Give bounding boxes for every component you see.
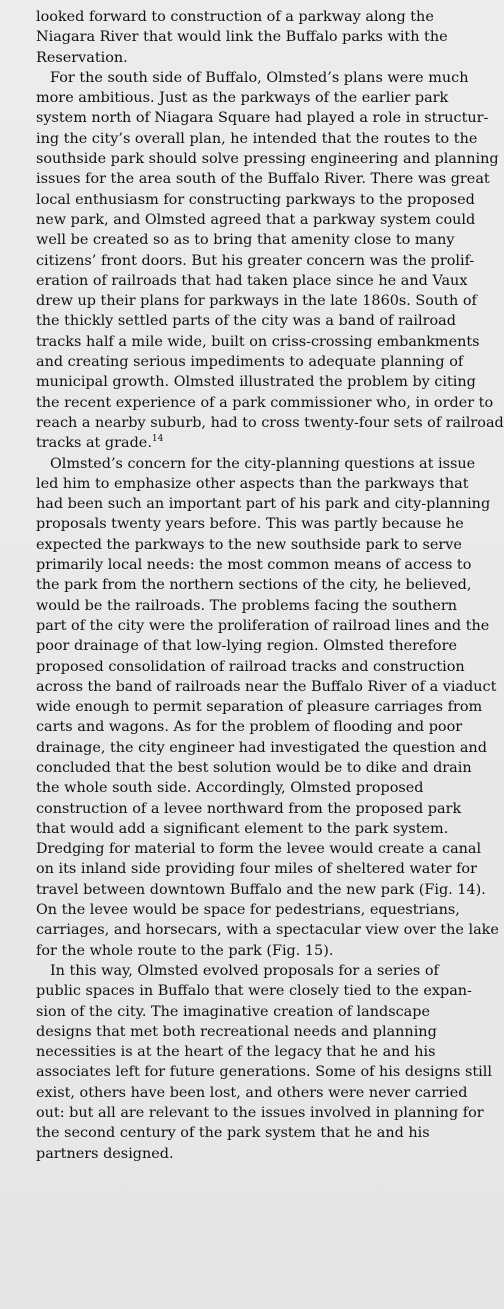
- text-line: issues for the area south of the Buffalo River. There was great: [36, 171, 490, 188]
- text-line: and creating serious impediments to adequate planning of: [36, 354, 464, 371]
- paragraph-4: [36, 961, 504, 1164]
- text-line: primarily local needs: the most common means of access to: [36, 557, 472, 574]
- text-line: Reservation.: [36, 49, 128, 66]
- text-line: drew up their plans for parkways in the late 1860s. South of: [36, 293, 477, 310]
- text-line: would be the railroads. The problems facing the southern: [36, 597, 458, 614]
- text-line: carriages, and horsecars, with a spectacular view over the lake: [36, 922, 499, 939]
- text-line: the whole south side. Accordingly, Olmsted proposed: [36, 780, 424, 797]
- text-line: ing the city’s overall plan, he intended that the routes to the: [36, 130, 478, 147]
- text-line: for the whole route to the park (Fig. 15).: [36, 942, 334, 959]
- text-line: On the levee would be space for pedestrians, equestrians,: [36, 902, 460, 919]
- text-line: wide enough to permit separation of pleasure carriages from: [36, 699, 483, 716]
- text-line: [36, 433, 504, 453]
- text-line: across the band of railroads near the Buffalo River of a viaduct: [36, 678, 497, 695]
- body-text: [36, 7, 504, 1164]
- text-line: concluded that the best solution would be to dike and drain: [36, 759, 472, 776]
- text-line: In this way, Olmsted evolved proposals for a series of: [50, 962, 439, 979]
- footnote-marker: 14: [151, 434, 164, 445]
- text-line-content: tracks at grade.: [36, 435, 152, 452]
- text-line: new park, and Olmsted agreed that a parkway system could: [36, 211, 476, 228]
- text-line: out: but all are relevant to the issues involved in planning for: [36, 1105, 484, 1122]
- text-line: eration of railroads that had taken place since he and Vaux: [36, 272, 468, 289]
- text-line: tracks half a mile wide, built on criss-crossing embankments: [36, 333, 480, 350]
- text-line: well be created so as to bring that amenity close to many: [36, 232, 455, 249]
- text-line: necessities is at the heart of the legacy that he and his: [36, 1044, 436, 1061]
- text-line: more ambitious. Just as the parkways of the earlier park: [36, 90, 449, 107]
- text-line: reach a nearby suburb, had to cross twenty-four sets of railroad: [36, 414, 504, 431]
- text-line: part of the city were the proliferation of railroad lines and the: [36, 617, 490, 634]
- text-line: exist, others have been lost, and others were never carried: [36, 1084, 468, 1101]
- text-line: travel between downtown Buffalo and the new park (Fig. 14).: [36, 881, 486, 898]
- text-line: the second century of the park system that he and his: [36, 1125, 430, 1142]
- text-line: southside park should solve pressing engineering and planning: [36, 151, 499, 168]
- text-line: public spaces in Buffalo that were closely tied to the expan-: [36, 983, 472, 1000]
- text-line: system north of Niagara Square had played a role in structur-: [36, 110, 489, 127]
- text-line: municipal growth. Olmsted illustrated the problem by citing: [36, 374, 476, 391]
- text-line: on its inland side providing four miles of sheltered water for: [36, 861, 477, 878]
- text-line: Dredging for material to form the levee would create a canal: [36, 841, 482, 858]
- text-line: local enthusiasm for constructing parkways to the proposed: [36, 191, 475, 208]
- text-line: associates left for future generations. Some of his designs still: [36, 1064, 492, 1081]
- text-line: Olmsted’s concern for the city-planning questions at issue: [50, 455, 476, 472]
- paragraph-1: [36, 7, 504, 68]
- text-line: proposals twenty years before. This was partly because he: [36, 516, 464, 533]
- text-line: carts and wagons. As for the problem of flooding and poor: [36, 719, 463, 736]
- text-line: the thickly settled parts of the city was a band of railroad: [36, 313, 456, 330]
- text-line: expected the parkways to the new southside park to serve: [36, 536, 462, 553]
- paragraph-2: [36, 68, 504, 454]
- paragraph-3: [36, 454, 504, 961]
- text-line: proposed consolidation of railroad tracks and construction: [36, 658, 465, 675]
- text-line: construction of a levee northward from the proposed park: [36, 800, 462, 817]
- text-line: sion of the city. The imaginative creation of landscape: [36, 1003, 430, 1020]
- text-line: partners designed.: [36, 1145, 174, 1162]
- text-line: the recent experience of a park commissioner who, in order to: [36, 394, 494, 411]
- text-line: poor drainage of that low-lying region. Olmsted therefore: [36, 638, 457, 655]
- text-line: led him to emphasize other aspects than the parkways that: [36, 475, 469, 492]
- text-line: For the south side of Buffalo, Olmsted’s plans were much: [50, 69, 469, 86]
- text-line: drainage, the city engineer had investigated the question and: [36, 739, 487, 756]
- text-line: citizens’ front doors. But his greater concern was the prolif-: [36, 252, 475, 269]
- text-line: had been such an important part of his park and city-planning: [36, 496, 491, 513]
- text-line: looked forward to construction of a parkway along the: [36, 9, 434, 25]
- text-line: designs that met both recreational needs and planning: [36, 1023, 437, 1040]
- text-line: Niagara River that would link the Buffalo parks with the: [36, 29, 448, 46]
- text-line: that would add a significant element to the park system.: [36, 820, 449, 837]
- text-line: the park from the northern sections of the city, he believed,: [36, 577, 472, 594]
